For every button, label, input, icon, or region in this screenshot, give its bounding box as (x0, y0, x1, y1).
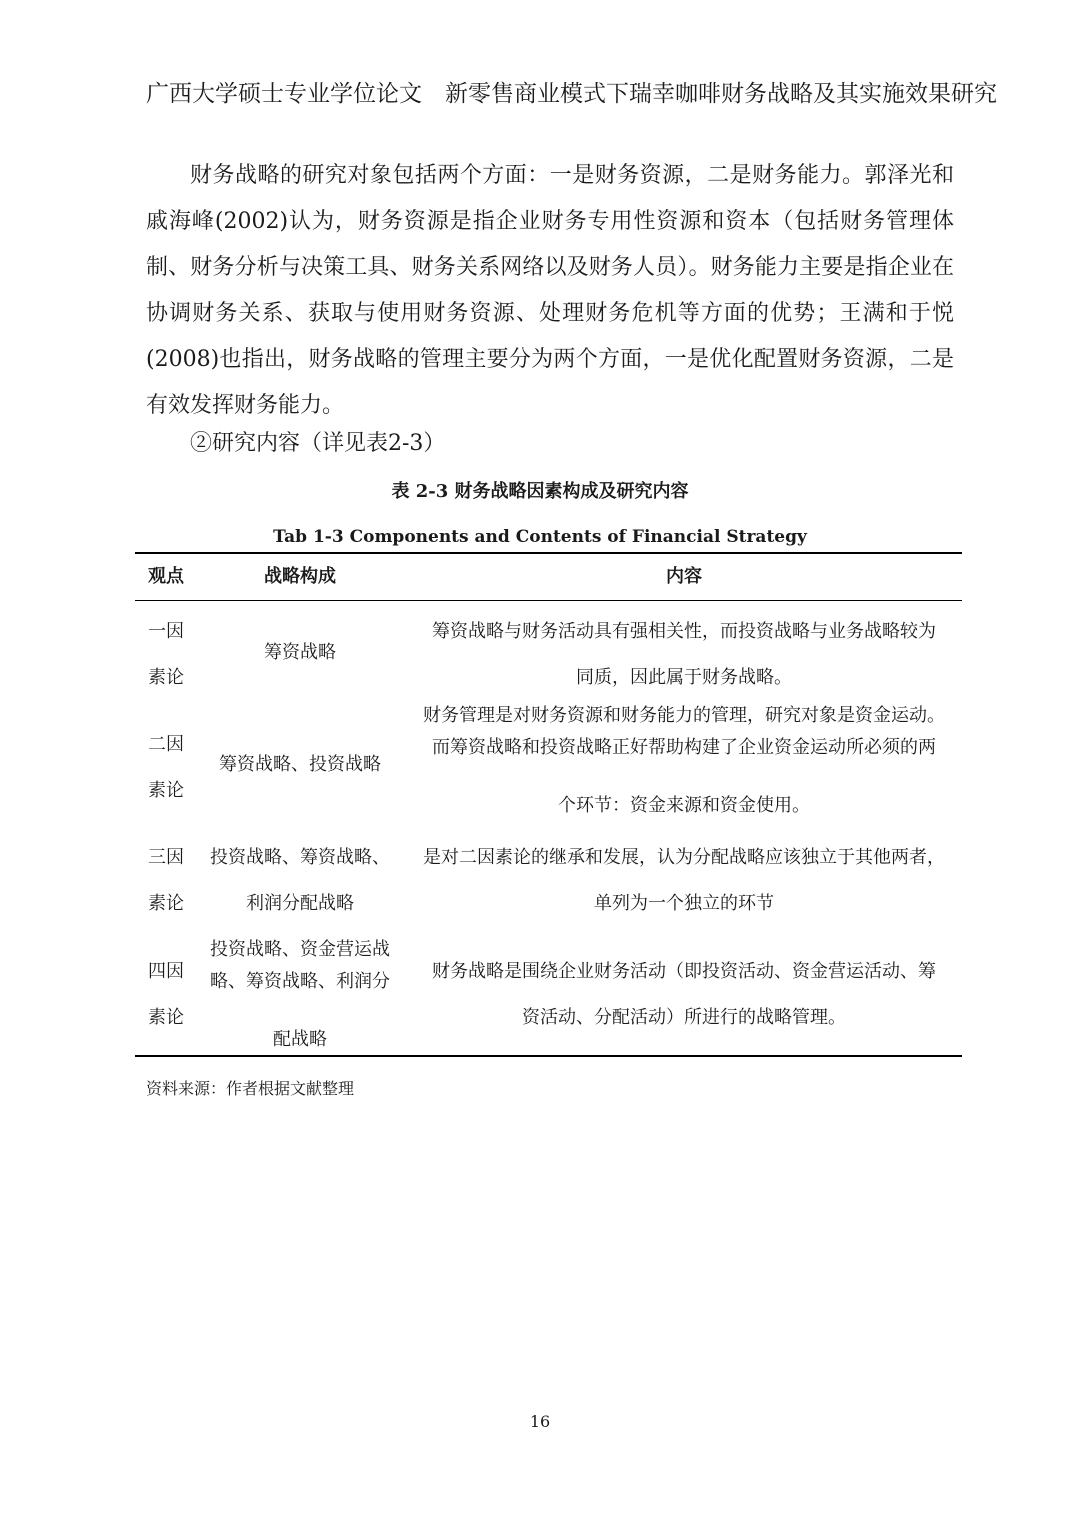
table-row-2-content: 财务管理是对财务资源和财务能力的管理，研究对象是资金运动。 而筹资战略和投资战略正好帮助构建了企业资金运动所必须的两 个环节：资金来源和资金使用。 (423, 705, 945, 816)
table-caption-cn: 表 2-3 财务战略因素构成及研究内容 (391, 481, 689, 502)
running-header: 广西大学硕士专业学位论文 新零售商业模式下瑞幸咖啡财务战略及其实施效果研究 (146, 81, 997, 107)
body-paragraph-2: ②研究内容（详见表2-3） (190, 431, 446, 456)
table-row-2-strategy: 筹资战略、投资战略 (219, 754, 381, 775)
table-row-2-view: 二因 素论 (148, 734, 184, 801)
table-row-1-content: 筹资战略与财务活动具有强相关性，而投资战略与业务战略较为 同质，因此属于财务战略。 (432, 621, 936, 688)
page-number: 16 (529, 1412, 551, 1431)
table-header-strategy: 战略构成 (264, 566, 336, 587)
table-row-4-view: 四因 素论 (148, 961, 184, 1028)
table-row-1-strategy: 筹资战略 (264, 642, 336, 663)
body-paragraph-1: 财务战略的研究对象包括两个方面：一是财务资源，二是财务能力。郭泽光和戚海峰(2002)认为，财务资源是指企业财务专用性资源和资本（包括财务管理体制、财务分析与决策工具、财务关系网络以及财务人员）。财务能力主要是指企业在协调财务关系、获取与使用财务资源、处理财务危机等方面的优势；王满和于悦(2008)也指出，财务战略的管理主要分为两个方面，一是优化配置财务资源，二是有效发挥财务能力。 (146, 163, 954, 418)
table-row-3-view: 三因 素论 (148, 847, 184, 914)
table-row-3-strategy: 投资战略、筹资战略、 利润分配战略 (210, 847, 390, 914)
table-row-1-view: 一因 素论 (148, 621, 184, 688)
table-header-view: 观点 (148, 566, 184, 587)
table-source-note: 资料来源：作者根据文献整理 (146, 1079, 355, 1098)
table-row-4-content: 财务战略是围绕企业财务活动（即投资活动、资金营运活动、筹 资活动、分配活动）所进行的战略管理。 (432, 961, 936, 1028)
table-top-rule (135, 552, 962, 554)
table-caption-en: Tab 1-3 Components and Contents of Financial Strategy (273, 527, 807, 547)
table-header-content: 内容 (666, 566, 702, 587)
table-bottom-rule (135, 1055, 962, 1057)
table-row-3-content: 是对二因素论的继承和发展，认为分配战略应该独立于其他两者， 单列为一个独立的环节 (423, 847, 945, 914)
table-header-rule (135, 600, 962, 601)
table-row-4-strategy: 投资战略、资金营运战 略、筹资战略、利润分 配战略 (210, 939, 390, 1050)
